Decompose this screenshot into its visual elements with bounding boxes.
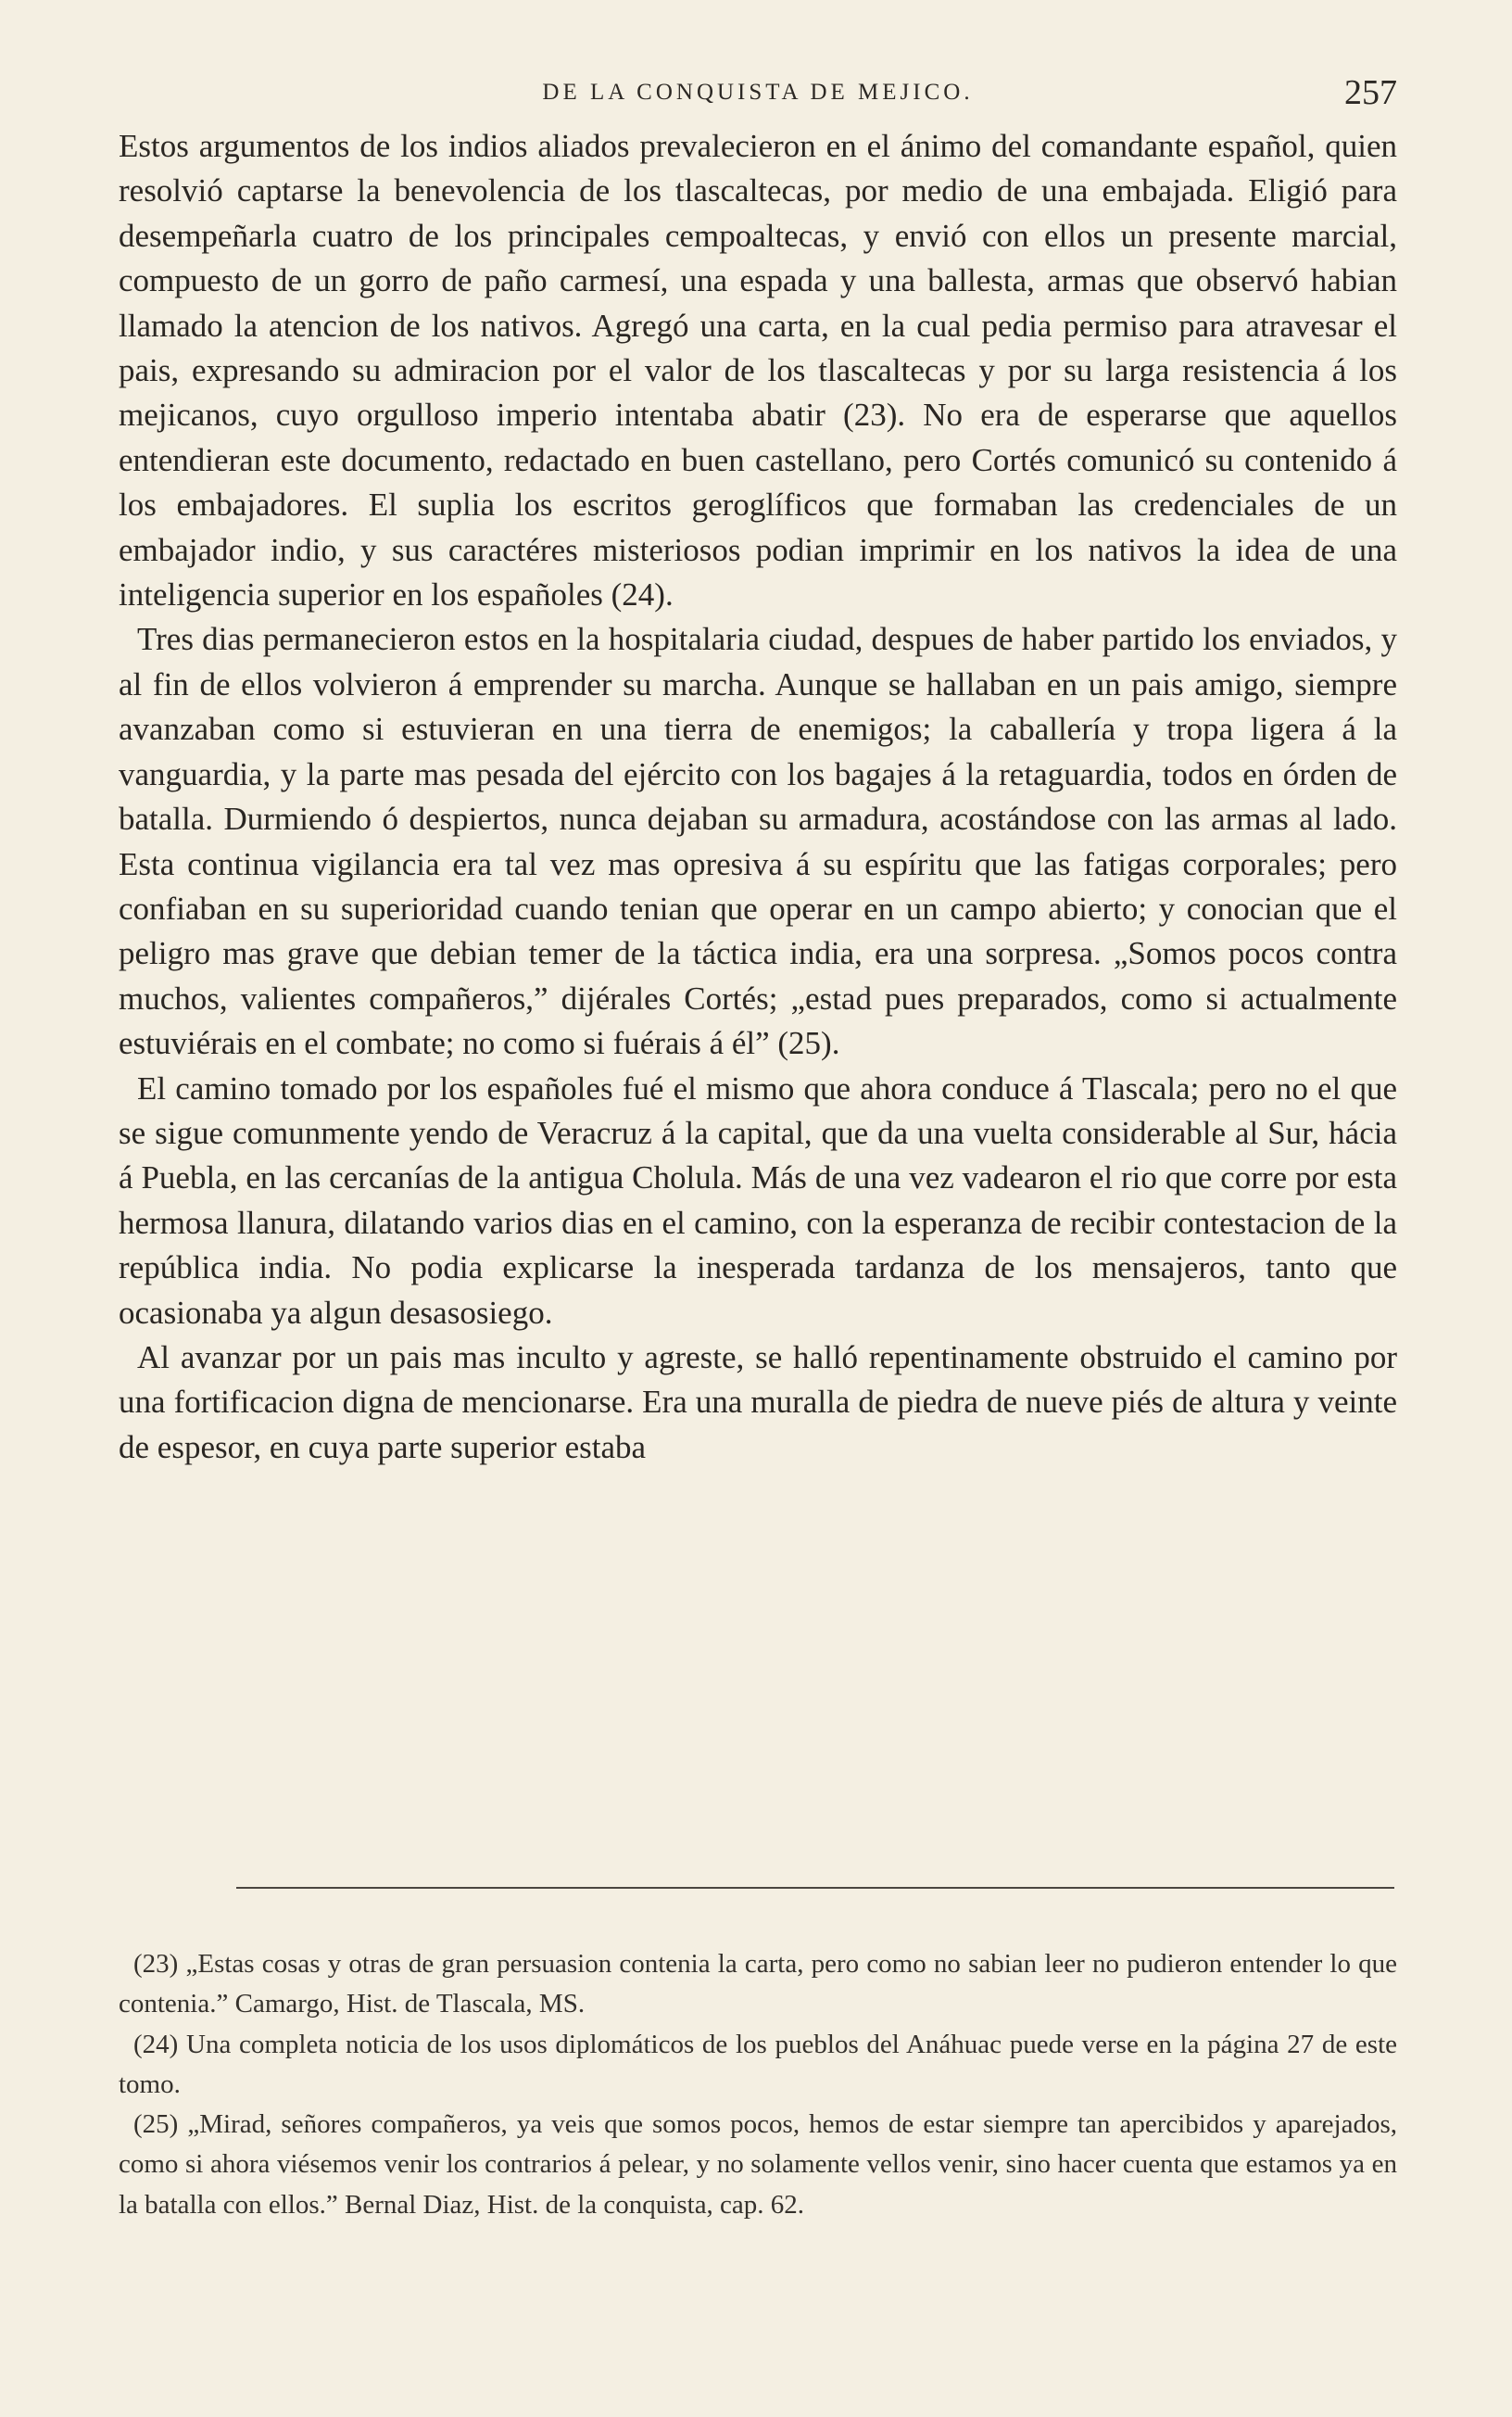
main-text <box>119 124 1397 1470</box>
footnote-divider <box>236 1887 1394 1889</box>
footnote: (25) „Mirad, señores compañeros, ya veis que somos pocos, hemos de estar siempre tan apercibidos y aparejados, como si ahora viésemos venir los contrarios á pelear, y no solamente vellos venir, sino hacer cuenta que estamos ya en la batalla con ellos.” Bernal Diaz, Hist. de la conquista, cap. 62. <box>119 2109 1397 2220</box>
paragraph: Al avanzar por un pais mas inculto y agreste, se halló repentinamente obstruido el camino por una fortificacion digna de mencionarse. Era una muralla de piedra de nueve piés de altura y veinte de espesor, en cuya parte superior estaba <box>119 1338 1397 1465</box>
footnote: (24) Una completa noticia de los usos diplomáticos de los pueblos del Anáhuac puede verse en la página 27 de este tomo. <box>119 2029 1397 2099</box>
paragraph: Tres dias permanecieron estos en la hospitalaria ciudad, despues de haber partido los enviados, y al fin de ellos volvieron á emprender su marcha. Aunque se hallaban en un pais amigo, siempre avanzaban como si estuvieran en una tierra de enemigos; la caballería y tropa ligera á la vanguardia, y la parte mas pesada del ejército con los bagajes á la retaguardia, todos en órden de batalla. Durmiendo ó despiertos, nunca dejaban su armadura, acostándose con las armas al lado. Esta continua vigilancia era tal vez mas opresiva á su espíritu que las fatigas corporales; pero confiaban en su superioridad cuando tenian que operar en un campo abierto; y conocian que el peligro mas grave que debian temer de la táctica india, era una sorpresa. „Somos pocos contra muchos, valientes compañeros,” dijérales Cortés; „estad pues preparados, como si actualmente estuviérais en el combate; no como si fuérais á él” (25). <box>119 621 1397 1062</box>
footnote: (23) „Estas cosas y otras de gran persuasion contenia la carta, pero como no sabian leer no pudieron entender lo que contenia.” Camargo, Hist. de Tlascala, MS. <box>119 1949 1397 2019</box>
paragraph: Estos argumentos de los indios aliados prevalecieron en el ánimo del comandante español, quien resolvió captarse la benevolencia de los tlascaltecas, por medio de una embajada. Eligió para desempeñarla cuatro de los principales cempoaltecas, y envió con ellos un presente marcial, compuesto de un gorro de paño carmesí, una espada y una ballesta, armas que observó habian llamado la atencion de los nativos. Agregó una carta, en la cual pedia permiso para atravesar el pais, expresando su admiracion por el valor de los tlascaltecas y por su larga resistencia á los mejicanos, cuyo orgulloso imperio intentaba abatir (23). No era de esperarse que aquellos entendieran este documento, redactado en buen castellano, pero Cortés comunicó su contenido á los embajadores. El suplia los escritos geroglíficos que formaban las credenciales de un embajador indio, y sus caractéres misteriosos podian imprimir en los nativos la idea de una inteligencia superior en los españoles (24). <box>119 128 1397 614</box>
running-head <box>119 72 1397 120</box>
footnotes <box>119 1944 1397 2225</box>
running-title: DE LA CONQUISTA DE MEJICO. <box>542 80 974 105</box>
page-number: 257 <box>1344 73 1397 112</box>
paragraph: El camino tomado por los españoles fué el mismo que ahora conduce á Tlascala; pero no el que se sigue comunmente yendo de Veracruz á la capital, que da una vuelta considerable al Sur, hácia á Puebla, en las cercanías de la antigua Cholula. Más de una vez vadearon el rio que corre por esta hermosa llanura, dilatando varios dias en el camino, con la esperanza de recibir contestacion de la república india. No podia explicarse la inesperada tardanza de los mensajeros, tanto que ocasionaba ya algun desasosiego. <box>119 1069 1397 1331</box>
